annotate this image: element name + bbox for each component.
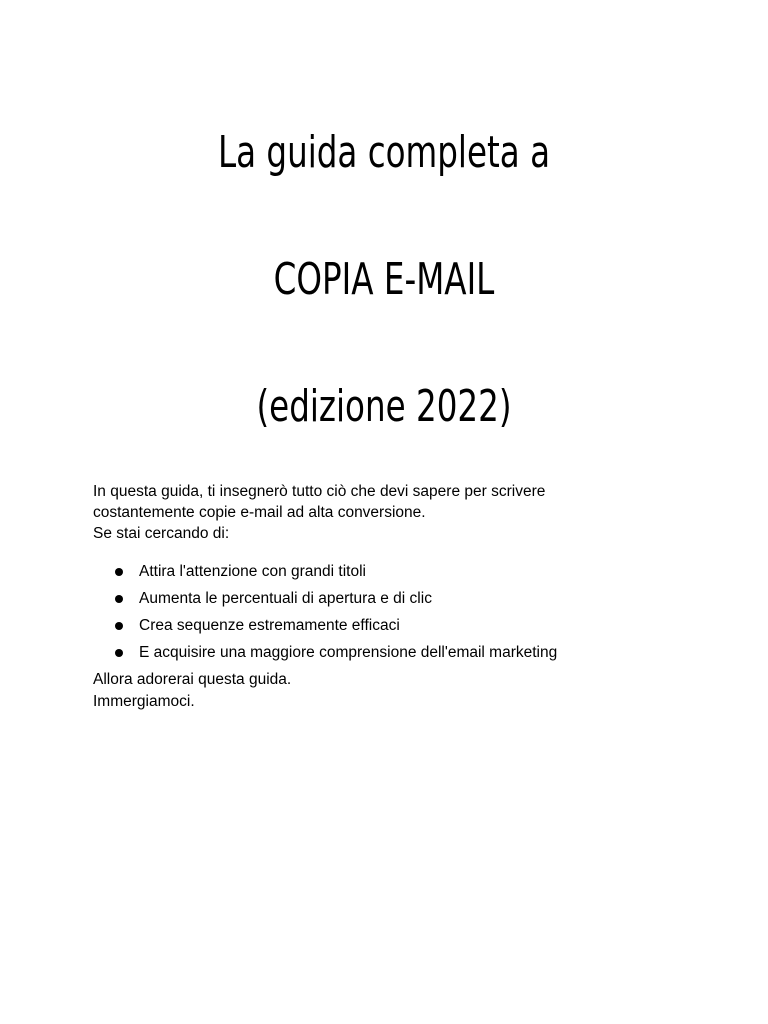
list-item [93, 587, 557, 614]
list-item-text: E acquisire una maggiore comprensione dell'email marketing [139, 644, 558, 661]
list-item-text: Crea sequenze estremamente efficaci [139, 617, 400, 634]
list-item [93, 641, 557, 668]
bullet-dot-icon [115, 622, 123, 630]
intro-paragraph [93, 481, 693, 544]
title-line-2: COPIA E-MAIL [273, 254, 495, 305]
list-item [93, 560, 557, 587]
intro-line-3: Se stai cercando di: [93, 525, 230, 542]
bullet-list [93, 560, 557, 668]
outro-paragraph [93, 669, 693, 713]
bullet-dot-icon [115, 568, 123, 576]
bullet-dot-icon [115, 649, 123, 657]
outro-line-2: Immergiamoci. [93, 693, 195, 710]
outro-line-1: Allora adorerai questa guida. [93, 671, 292, 688]
intro-line-2: costantemente copie e-mail ad alta conversione. [93, 504, 426, 521]
list-item [93, 614, 557, 641]
intro-line-1: In questa guida, ti insegnerò tutto ciò che devi sapere per scrivere [93, 483, 546, 500]
title-line-1: La guida completa a [217, 127, 551, 178]
bullet-dot-icon [115, 595, 123, 603]
list-item-text: Aumenta le percentuali di apertura e di clic [139, 590, 432, 607]
title-line-3: (edizione 2022) [256, 381, 512, 432]
list-item-text: Attira l'attenzione con grandi titoli [139, 563, 366, 580]
